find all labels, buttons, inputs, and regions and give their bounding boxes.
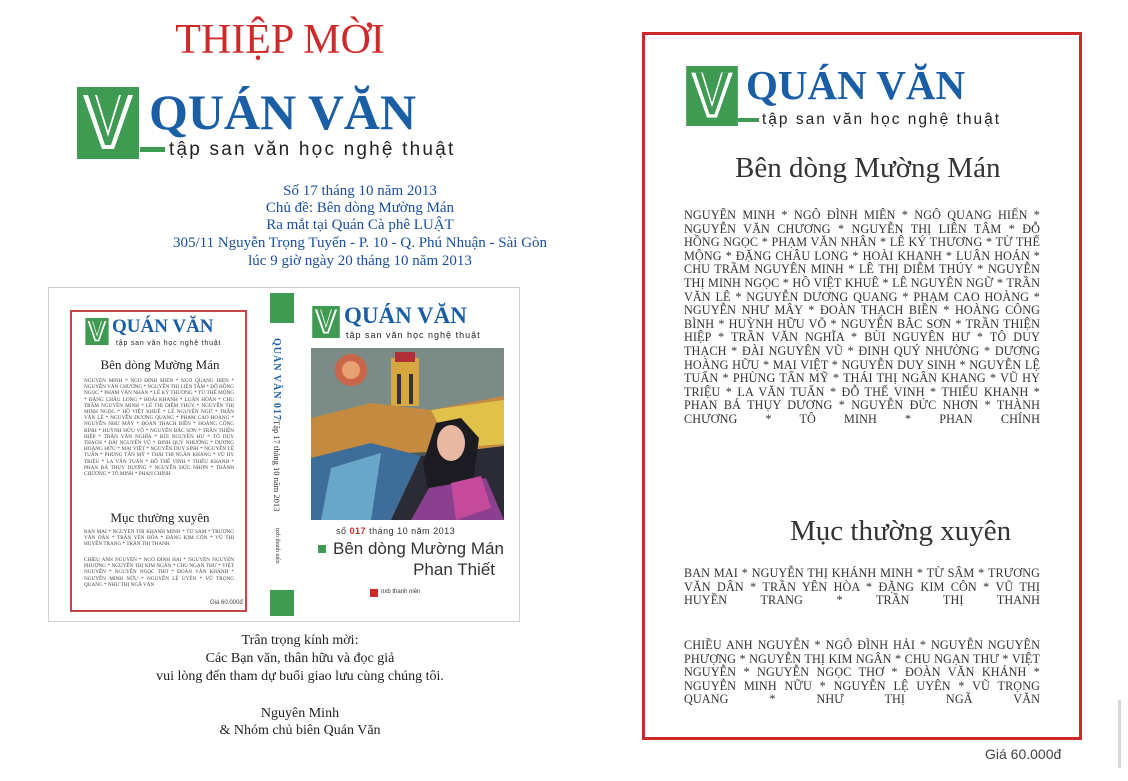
front-publisher: nxb thanh niên xyxy=(381,589,421,595)
brand-name: QUÁN VĂN xyxy=(746,62,966,108)
front-bullet-icon xyxy=(318,545,326,553)
signature-name: Nguyên Minh xyxy=(260,706,340,721)
brand-tagline: tập san văn học nghệ thuật xyxy=(762,111,1002,128)
regular-title: Mục thường xuyên xyxy=(790,515,1012,547)
logo-underline xyxy=(738,118,759,122)
closing-greeting: Trân trọng kính mời: xyxy=(241,633,359,648)
contributors-regular-1: BAN MAI * NGUYỄN THỊ KHÁNH MINH * TỪ SÂM * TRƯƠNG VĂN DÂN * TRẦN YÊN HÒA * ĐẶNG KIM CÔN * VŨ THỊ HUYỀN TRANG * TRẦN THỊ THANH xyxy=(684,566,1040,608)
issue-line: Số 17 tháng 10 năm 2013 xyxy=(283,183,437,199)
signature-group: & Nhóm chủ biên Quán Văn xyxy=(219,723,381,738)
mini-regular-title: Mục thường xuyên xyxy=(110,510,210,525)
quan-van-logo-front xyxy=(312,303,512,342)
quan-van-logo-mini xyxy=(85,318,245,350)
brand-name: QUÁN VĂN xyxy=(344,303,467,328)
launch-line: Ra mắt tại Quán Cà phê LUẬT xyxy=(266,217,454,233)
spine-bottom-mark xyxy=(270,590,294,616)
spine-issue: Tập 17 tháng 10 năm 2013 xyxy=(272,420,282,512)
quan-van-logo-large xyxy=(77,84,507,167)
page-edge-shadow xyxy=(1118,700,1121,768)
brand-tagline: tập san văn học nghệ thuật xyxy=(346,330,481,340)
mini-contributors-regular-2: CHIỀU ANH NGUYỄN * NGÔ ĐÌNH HẢI * NGUYỄN NGUYÊN PHƯỢNG * NGUYỄN THỊ KIM NGÂN * CHU NGẠN THƯ * VIỆT NGUYỄN * NGUYỄN NGỌC THƠ * ĐOÀN VĂN KHÁNH * NGUYỄN MINH NỮU * NGUYỄN LỆ UYÊN * VŨ TRỌNG QUANG * NHƯ THỊ NGÃ VĂN xyxy=(84,557,234,588)
closing-request: vui lòng đến tham dự buổi giao lưu cùng chúng tôi. xyxy=(156,669,444,684)
contributors-main: NGUYÊN MINH * NGÔ ĐÌNH MIÊN * NGÔ QUANG HIỂN * NGUYỄN VĂN CHƯƠNG * NGUYỄN THỊ LIÊN TÂM * ĐỖ HỒNG NGỌC * PHẠM VĂN NHÂN * LÊ KÝ THƯƠNG * TỪ THẾ MỘNG * ĐẶNG CHÂU LONG * HOÀI KHANH * LUÂN HOÁN * CHU TRẦM NGUYÊN MINH * LÊ THỊ DIỄM THÚY * NGUYỄN THỊ MINH NGỌC * HỒ VIỆT KHUÊ * LÊ NGUYÊN NGỮ * TRẦN VĂN LÊ * NGUYỄN DƯƠNG QUANG * PHẠM CAO HOÀNG * NGUYỄN NHƯ MÂY * ĐOÀN THẠCH BIỀN * HOÀNG CÔNG BÌNH * HUỲNH HỮU VÕ * NGUYỄN BẮC SƠN * TRẦN THIỆN HIỆP * TRẦN VĂN NGHĨA * BÙI NGUYÊN HƯ * TÔ DUY THẠCH * ĐÀI NGUYÊN VŨ * ĐINH QUÝ NHƯỜNG * DƯƠNG HOÀNG HỮU * MAI VIỆT * NGUYỄN DUY SINH * NGUYỄN LỆ TUẤN * PHÙNG TẤN MỸ * THÁI THỊ NGÂN KHANG * VŨ HY TRIỆU * LA VĂN TUẤN * ĐỖ THẾ VINH * THIẾU KHANH * PHAN BÁ THỤY DƯƠNG * NGUYỄN ĐỨC NHƠN * THÀNH CHƯƠNG * TÔ MINH * PHAN CHÍNH xyxy=(684,208,1040,426)
front-issue-prefix: số xyxy=(336,526,347,536)
brand-tagline: tập san văn học nghệ thuật xyxy=(116,340,222,347)
cover-painting xyxy=(311,348,504,520)
brand-name: QUÁN VĂN xyxy=(112,316,214,337)
price-label: Giá 60.000đ xyxy=(985,746,1062,762)
front-issue-suffix: tháng 10 năm 2013 xyxy=(369,526,456,536)
front-issue xyxy=(336,526,455,536)
address-line: 305/11 Nguyễn Trọng Tuyển - P. 10 - Q. Phú Nhuận - Sài Gòn xyxy=(172,235,548,251)
front-topic: Bên dòng Mường Mán xyxy=(333,539,504,558)
front-issue-number: 017 xyxy=(349,526,367,536)
closing-audience: Các Bạn văn, thân hữu và đọc giả xyxy=(205,651,395,666)
mini-contributors-regular-1: BAN MAI * NGUYỄN THỊ KHÁNH MINH * TỪ SÂM * TRƯƠNG VĂN DÂN * TRẦN YÊN HÒA * ĐẶNG KIM CÔN * VŨ THỊ HUYỀN TRANG * TRẦN THỊ THANH xyxy=(84,529,234,548)
spine-title: QUÁN VĂN 017 xyxy=(271,338,282,421)
brand-tagline: tập san văn học nghệ thuật xyxy=(169,139,456,160)
theme-line: Chủ đề: Bên dòng Mường Mán xyxy=(265,200,455,216)
brand-name: QUÁN VĂN xyxy=(149,84,417,140)
contributors-regular-2: CHIỀU ANH NGUYỄN * NGÔ ĐÌNH HẢI * NGUYỄN NGUYÊN PHƯỢNG * NGUYỄN THỊ KIM NGÂN * CHU NGẠN THƯ * VIỆT NGUYỄN * NGUYỄN NGỌC THƠ * ĐOÀN VĂN KHÁNH * NGUYỄN MINH NỮU * NGUYỄN LỆ UYÊN * VŨ TRỌNG QUANG * NHƯ THỊ NGÃ VĂN xyxy=(684,638,1040,707)
v-logo-icon xyxy=(312,306,340,338)
mini-topic-title: Bên dòng Mường Mán xyxy=(100,357,220,372)
spine-publisher: nxb thanh niên xyxy=(274,528,280,564)
topic-title: Bên dòng Mường Mán xyxy=(735,152,1001,184)
publisher-logo-icon xyxy=(370,589,378,597)
v-logo-icon xyxy=(686,66,738,126)
front-subtitle: Phan Thiết xyxy=(413,560,495,579)
mini-price: Giá 60.000đ xyxy=(210,600,243,606)
logo-underline xyxy=(140,147,165,152)
spine-top-mark xyxy=(270,293,294,323)
v-logo-icon xyxy=(77,87,139,159)
time-line: lúc 9 giờ ngày 20 tháng 10 năm 2013 xyxy=(248,253,472,269)
mini-contributors-main: NGUYÊN MINH * NGÔ ĐÌNH MIÊN * NGÔ QUANG HIỂN * NGUYỄN VĂN CHƯƠNG * NGUYỄN THỊ LIÊN TÂM * ĐỖ HỒNG NGỌC * PHẠM VĂN NHÂN * LÊ KÝ THƯƠNG * TỪ THẾ MỘNG * ĐẶNG CHÂU LONG * HOÀI KHANH * LUÂN HOÁN * CHU TRẦM NGUYÊN MINH * LÊ THỊ DIỄM THÚY * NGUYỄN THỊ MINH NGỌC * HỒ VIỆT KHUÊ * LÊ NGUYÊN NGỮ * TRẦN VĂN LÊ * NGUYỄN DƯƠNG QUANG * PHẠM CAO HOÀNG * NGUYỄN NHƯ MÂY * ĐOÀN THẠCH BIỀN * HOÀNG CÔNG BÌNH * HUỲNH HỮU VÕ * NGUYỄN BẮC SƠN * TRẦN THIỆN HIỆP * TRẦN VĂN NGHĨA * BÙI NGUYÊN HƯ * TÔ DUY THẠCH * ĐÀI NGUYÊN VŨ * ĐINH QUÝ NHƯỜNG * DƯƠNG HOÀNG HỮU * MAI VIỆT * NGUYỄN DUY SINH * NGUYỄN LỆ TUẤN * PHÙNG TẤN MỸ * THÁI THỊ NGÂN KHANG * VŨ HY TRIỆU * LA VĂN TUẤN * ĐỖ THẾ VINH * THIẾU KHANH * PHAN BÁ THỤY DƯƠNG * NGUYỄN ĐỨC NHƠN * THÀNH CHƯƠNG * TÔ MINH * PHAN CHÍNH xyxy=(84,378,234,478)
invitation-title: THIỆP MỜI xyxy=(175,17,385,63)
v-logo-icon xyxy=(85,318,109,345)
quan-van-logo-right xyxy=(686,62,1046,136)
